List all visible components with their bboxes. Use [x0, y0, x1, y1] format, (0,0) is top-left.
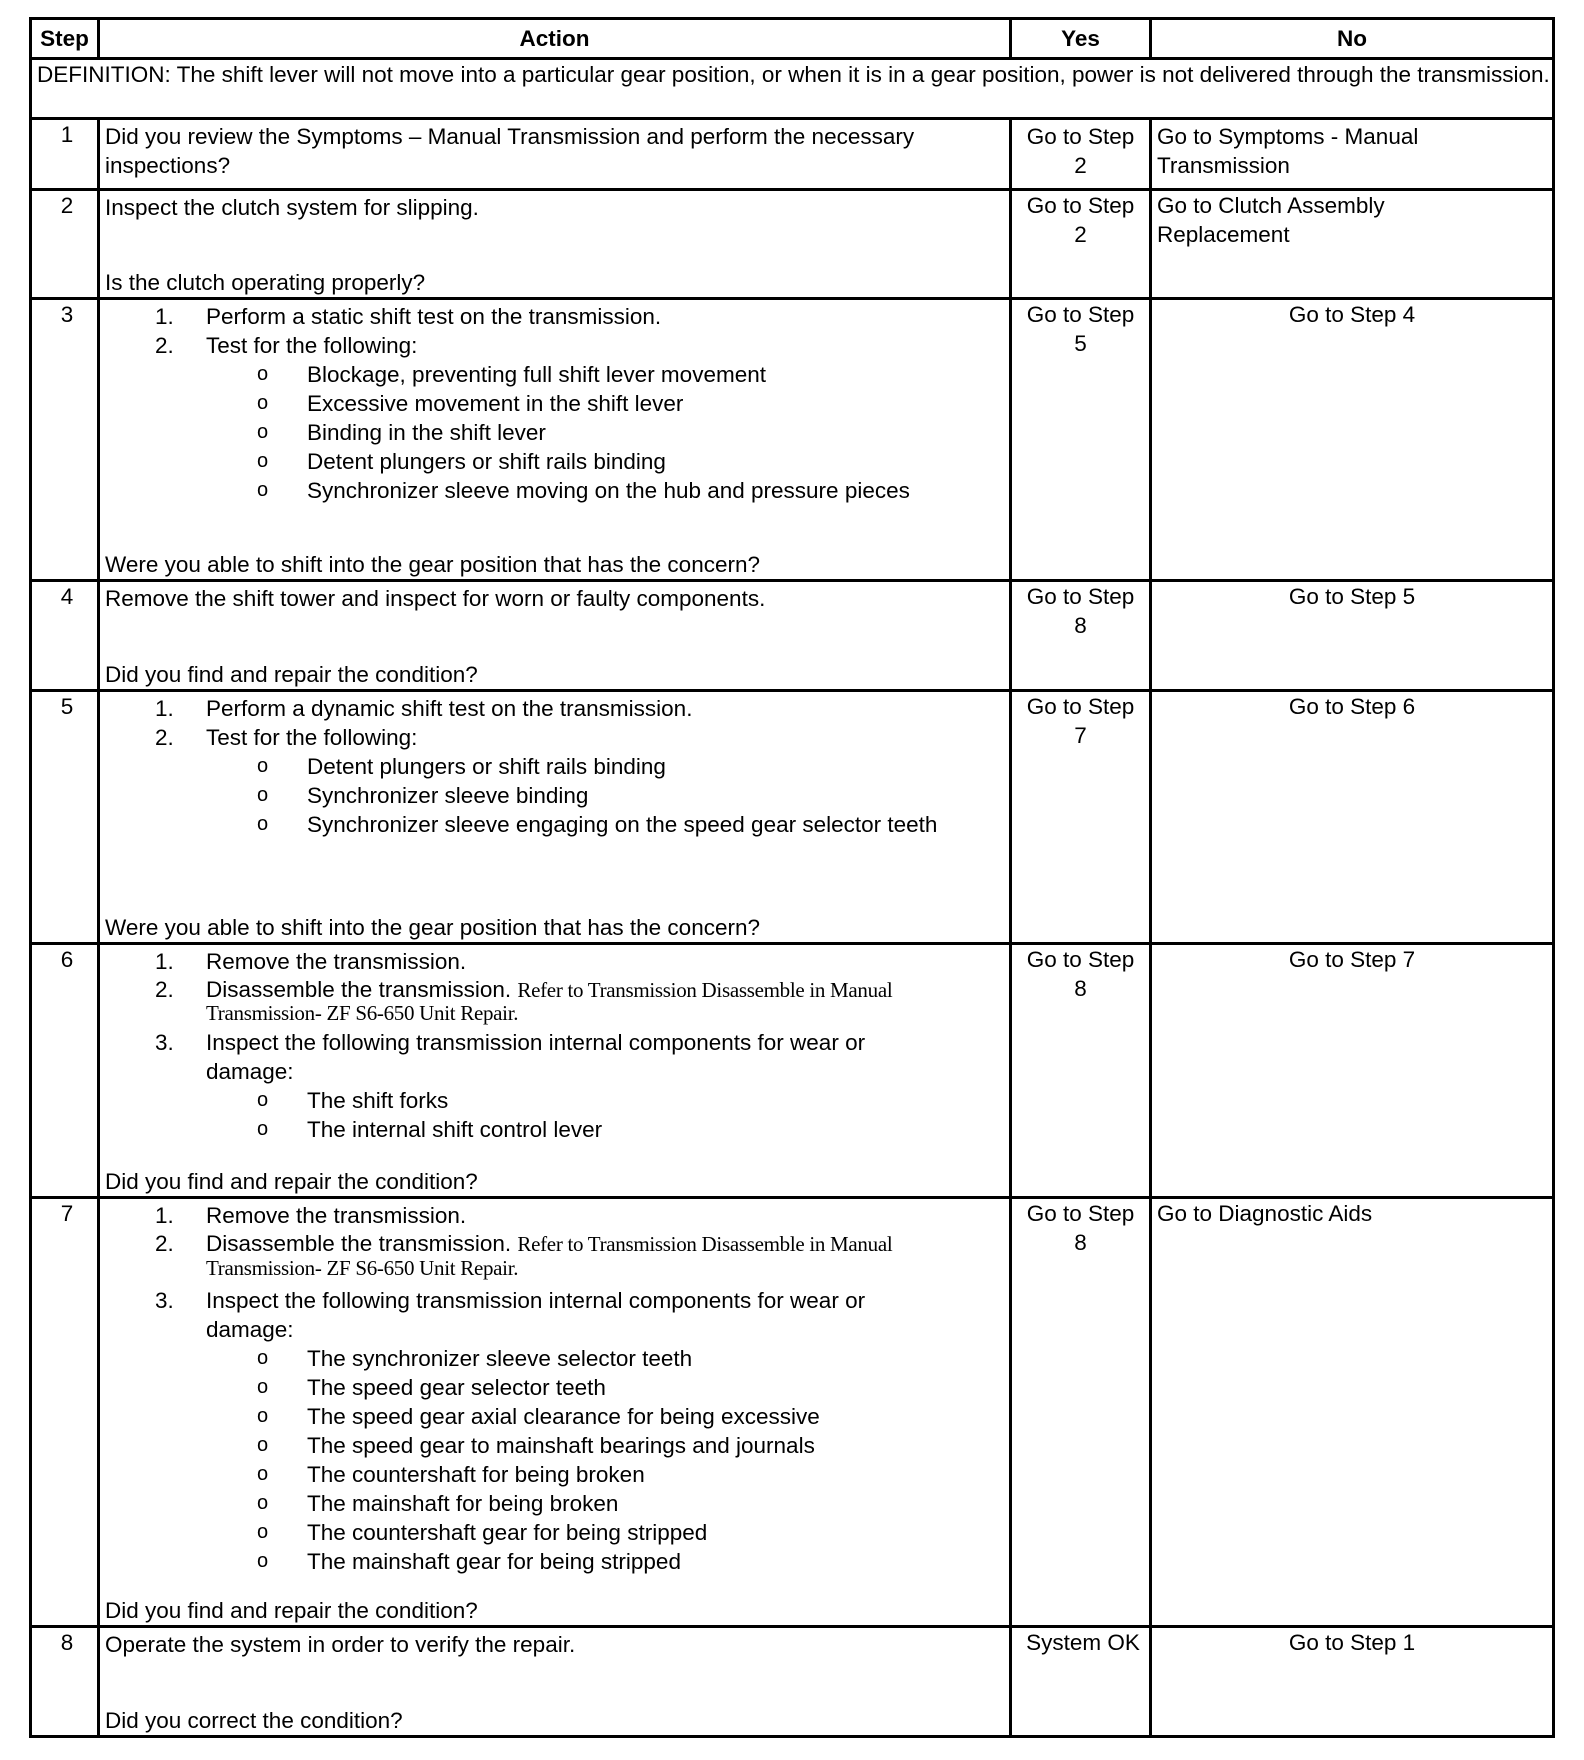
list-item: 2. Test for the following: o Detent plungers or shift rails binding o Synchronizer sleeve binding o Synchronizer sleeve engaging on the speed gear selector teeth: [105, 723, 1009, 839]
no-cell: Go to Step 1: [1151, 1627, 1554, 1737]
list-item: 1. Remove the transmission.: [155, 1203, 467, 1228]
action-cell: [99, 190, 1011, 299]
yes-cell: Go to Step 2: [1011, 190, 1151, 299]
sub-item: o The mainshaft for being broken: [257, 1491, 619, 1516]
sub-list: [206, 752, 1009, 839]
sub-item: o The shift forks: [257, 1088, 449, 1113]
diagnostic-table: [29, 17, 1555, 1738]
step-number: 4: [31, 581, 99, 691]
header-yes: Yes: [1011, 19, 1151, 59]
no-cell: Go to Diagnostic Aids: [1151, 1198, 1554, 1627]
sub-item: o Detent plungers or shift rails binding: [257, 449, 666, 474]
action-question: Did you find and repair the condition?: [105, 1169, 478, 1194]
action-cell: [99, 691, 1011, 944]
sub-item: o The speed gear selector teeth: [257, 1375, 606, 1400]
action-intro: Remove the shift tower and inspect for worn or faulty components.: [105, 586, 766, 611]
sub-list: [206, 360, 1009, 505]
action-question: Did you find and repair the condition?: [105, 1598, 478, 1623]
sub-item: o The countershaft for being broken: [257, 1462, 645, 1487]
list-item: 3. Inspect the following transmission internal components for wear or damage: o The shift forks o The internal shift control lever: [105, 1028, 999, 1144]
yes-cell: Go to Step 7: [1011, 691, 1151, 944]
list-item: 1. Perform a static shift test on the transmission.: [155, 304, 662, 329]
yes-cell: Go to Step 5: [1011, 299, 1151, 581]
table-row: [31, 691, 1554, 944]
step-number: 3: [31, 299, 99, 581]
sub-item: o The countershaft gear for being stripped: [257, 1520, 708, 1545]
yes-cell: Go to Step 8: [1011, 581, 1151, 691]
table-row: [31, 581, 1554, 691]
numbered-list: [105, 300, 1009, 505]
sub-item: o The internal shift control lever: [257, 1117, 603, 1142]
action-question: Were you able to shift into the gear position that has the concern?: [105, 915, 760, 940]
sub-item: o Detent plungers or shift rails binding: [257, 754, 666, 779]
action-text: Did you review the Symptoms – Manual Transmission and perform the necessary inspections?: [99, 119, 1011, 190]
action-question: Is the clutch operating properly?: [105, 270, 426, 295]
list-item: 2. Disassemble the transmission. Refer to Transmission Disassemble in Manual Transmission- ZF S6-650 Unit Repair.: [155, 1231, 893, 1280]
sub-item: o The speed gear to mainshaft bearings and journals: [257, 1433, 815, 1458]
action-cell: [99, 299, 1011, 581]
list-item: 2. Disassemble the transmission. Refer to Transmission Disassemble in Manual Transmission- ZF S6-650 Unit Repair.: [155, 977, 893, 1025]
list-item: 3. Inspect the following transmission internal components for wear or damage: o The synchronizer sleeve selector teeth o The speed gear selector teeth o The speed gear axial clearance for being excessive o The speed gear to mainshaft bearings and journals o The countershaft for being broken o The mainshaft for being broken o The countershaft gear for being stripped o The mainshaft gear for being stripped: [105, 1286, 939, 1576]
list-item: 1. Remove the transmission.: [155, 949, 467, 974]
no-cell: Go to Step 4: [1151, 299, 1554, 581]
sub-item: o Excessive movement in the shift lever: [257, 391, 684, 416]
action-question: Were you able to shift into the gear position that has the concern?: [105, 552, 760, 577]
yes-cell: System OK: [1011, 1627, 1151, 1737]
action-cell: [99, 1627, 1011, 1737]
sub-item: o Synchronizer sleeve engaging on the speed gear selector teeth: [257, 812, 938, 837]
numbered-list: [105, 945, 1009, 1144]
numbered-list: [105, 692, 1009, 839]
sub-item: o Synchronizer sleeve binding: [257, 783, 589, 808]
reference-text: Refer to Transmission Disassemble in Manual Transmission- ZF S6-650 Unit Repair.: [206, 978, 893, 1025]
no-cell: Go to Clutch Assembly Replacement: [1151, 190, 1554, 299]
sub-item: o Synchronizer sleeve moving on the hub and pressure pieces: [257, 478, 910, 503]
step-number: 6: [31, 944, 99, 1198]
definition-row: [31, 59, 1554, 119]
step-number: 2: [31, 190, 99, 299]
no-cell: Go to Step 7: [1151, 944, 1554, 1198]
step-number: 8: [31, 1627, 99, 1737]
definition-text: DEFINITION: The shift lever will not move into a particular gear position, or when it is in a gear position, power is not delivered through the transmission.: [31, 59, 1554, 119]
step-number: 7: [31, 1198, 99, 1627]
header-step: Step: [31, 19, 99, 59]
step-number: 1: [31, 119, 99, 190]
sub-item: o The speed gear axial clearance for being excessive: [257, 1404, 820, 1429]
sub-item: o The mainshaft gear for being stripped: [257, 1549, 681, 1574]
action-intro: Inspect the clutch system for slipping.: [105, 195, 479, 220]
table-row: [31, 190, 1554, 299]
action-question: Did you find and repair the condition?: [105, 662, 478, 687]
step-number: 5: [31, 691, 99, 944]
action-question: Did you correct the condition?: [105, 1708, 403, 1733]
sub-item: o The synchronizer sleeve selector teeth: [257, 1346, 693, 1371]
sub-item: o Blockage, preventing full shift lever movement: [257, 362, 766, 387]
action-cell: [99, 581, 1011, 691]
numbered-list: [105, 1199, 1009, 1576]
sub-item: o Binding in the shift lever: [257, 420, 546, 445]
sub-list: [206, 1086, 949, 1144]
table-row: [31, 119, 1554, 190]
sub-list: [206, 1344, 939, 1576]
no-cell: Go to Symptoms - Manual Transmission: [1151, 119, 1554, 190]
header-no: No: [1151, 19, 1554, 59]
action-cell: [99, 944, 1011, 1198]
yes-cell: Go to Step 8: [1011, 1198, 1151, 1627]
table-row: [31, 1198, 1554, 1627]
yes-cell: Go to Step 2: [1011, 119, 1151, 190]
table-row: [31, 1627, 1554, 1737]
no-cell: Go to Step 5: [1151, 581, 1554, 691]
list-item: 1. Perform a dynamic shift test on the transmission.: [155, 696, 693, 721]
yes-cell: Go to Step 8: [1011, 944, 1151, 1198]
header-row: [31, 19, 1554, 59]
action-intro: Operate the system in order to verify the repair.: [105, 1632, 576, 1657]
table-row: [31, 944, 1554, 1198]
reference-text: Refer to Transmission Disassemble in Manual Transmission- ZF S6-650 Unit Repair.: [206, 1232, 893, 1280]
table-row: [31, 299, 1554, 581]
list-item: 2. Test for the following: o Blockage, preventing full shift lever movement o Excessive movement in the shift lever o Binding in the shift lever o Detent plungers or shift rails binding o Synchronizer sleeve moving on the hub and pressure pieces: [105, 331, 1009, 505]
action-cell: [99, 1198, 1011, 1627]
no-cell: Go to Step 6: [1151, 691, 1554, 944]
header-action: Action: [99, 19, 1011, 59]
